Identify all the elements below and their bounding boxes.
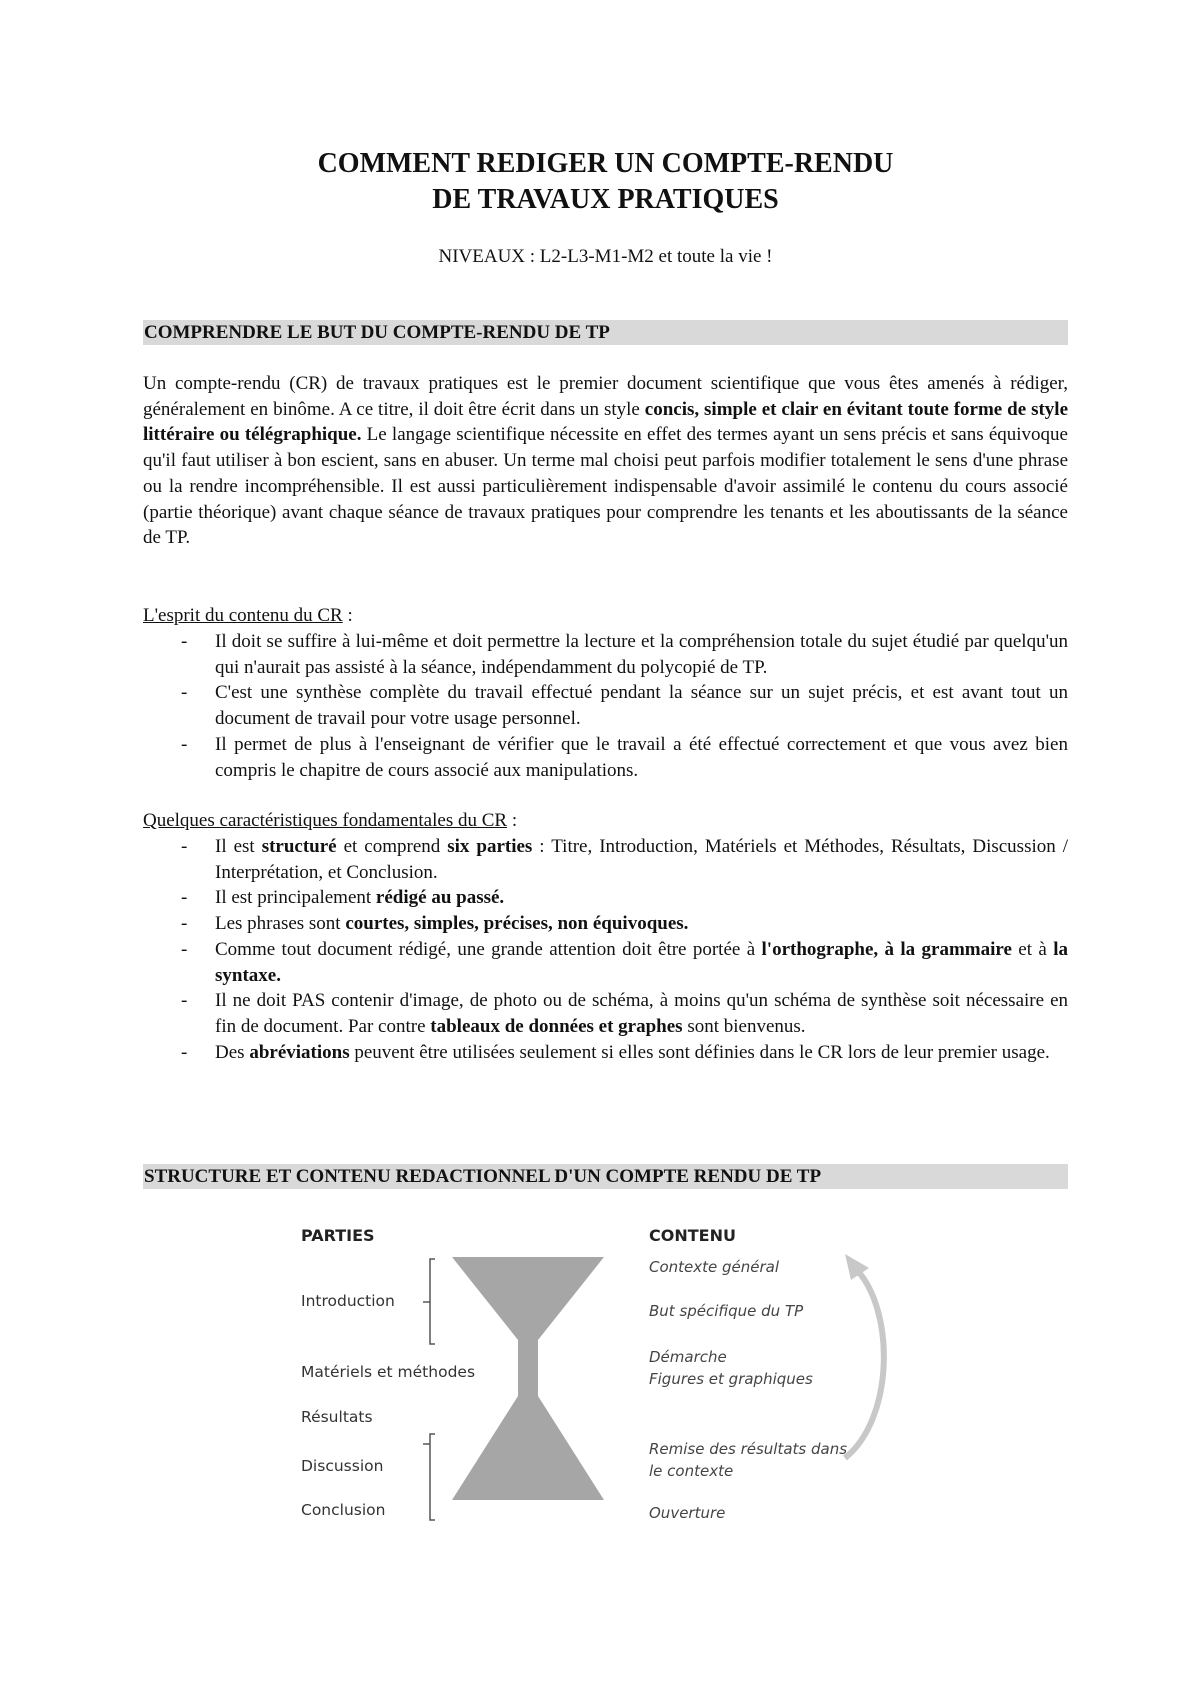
carac-2-b: rédigé au passé. — [375, 887, 505, 909]
niveaux-line: NIVEAUX : L2-L3-M1-M2 et toute la vie ! — [438, 246, 773, 267]
esprit-heading-text: L'esprit du contenu du CR — [143, 605, 343, 626]
carac-heading-colon: : — [507, 810, 518, 831]
carac-4-b: l'orthographe, à la grammaire — [761, 938, 1012, 960]
carac-4-d: la syntaxe. — [215, 938, 1068, 986]
carac-2-a: Il est principalement — [215, 887, 376, 909]
carac-1-e: : Titre, Introduction, Matériels et Méthodes, Résultats, Discussion / Interprétation, et Conclusion. — [215, 836, 1068, 883]
carac-item-3 — [143, 911, 1068, 937]
contenu-demarche: Démarche — [649, 1348, 727, 1366]
structure-diagram — [285, 1218, 915, 1528]
carac-item-4 — [143, 937, 1068, 988]
contenu-but: But spécifique du TP — [649, 1302, 804, 1320]
document-title — [143, 146, 1068, 218]
contenu-remise: Remise des résultats dans — [649, 1440, 848, 1458]
esprit-heading-colon: : — [342, 605, 353, 626]
contenu-ouverture: Ouverture — [649, 1504, 726, 1522]
carac-3-a: Les phrases sont — [215, 913, 346, 935]
bracket-introduction — [430, 1259, 435, 1344]
title-line-2: DE TRAVAUX PRATIQUES — [432, 184, 779, 215]
partie-materiels: Matériels et méthodes — [301, 1363, 476, 1381]
carac-6-c: peuvent être utilisées seulement si elles sont définies dans le CR lors de leur premier usage. — [349, 1041, 1050, 1063]
carac-item-6 — [143, 1040, 1068, 1066]
carac-1-c: et comprend — [336, 836, 448, 857]
intro-bold: concis, simple et clair en évitant toute forme de style littéraire ou télégraphique. — [143, 398, 1068, 446]
esprit-list — [143, 629, 1068, 783]
carac-4-a: Comme tout document rédigé, une grande attention doit être portée à — [215, 938, 762, 960]
intro-text-2: Le langage scientifique nécessite en effet des termes ayant un sens précis et sans équivoque qu'il faut utiliser à bon escient, sans en abuser. Un terme mal choisi peut parfois modifier totalement le sens d'une phrase ou la rendre incompréhensible. Il est aussi particulièrement indispensable d'avoir assimilé le contenu du cours associé (partie théorique) avant chaque séance de travaux pratiques pour comprendre les tenants et les aboutissants de la séance de TP. — [143, 424, 1068, 549]
contenu-figures: Figures et graphiques — [649, 1370, 813, 1388]
carac-5-c: sont bienvenus. — [682, 1015, 806, 1037]
esprit-item-1: - Il doit se suffire à lui-même et doit permettre la lecture et la compréhension totale du sujet étudié par quelqu'un qui n'aurait pas assisté à la séance, indépendamment du polycopié de TP. — [143, 629, 1068, 680]
contenu-contexte: Contexte général — [649, 1258, 780, 1276]
curved-arrow — [845, 1268, 884, 1458]
partie-introduction: Introduction — [301, 1292, 395, 1310]
section-heading-structure: STRUCTURE ET CONTENU REDACTIONNEL D'UN COMPTE RENDU DE TP — [143, 1164, 1068, 1189]
carac-item-5 — [143, 988, 1068, 1039]
carac-3-b: courtes, simples, précises, non équivoques. — [345, 913, 689, 935]
intro-paragraph — [143, 371, 1068, 551]
section-heading-but: COMPRENDRE LE BUT DU COMPTE-RENDU DE TP — [143, 320, 1068, 345]
esprit-item-3: - Il permet de plus à l'enseignant de vérifier que le travail a été effectué correctement et que vous avez bien compris le chapitre de cours associé aux manipulations. — [143, 732, 1068, 783]
carac-5-a: Il ne doit PAS contenir d'image, de photo ou de schéma, à moins qu'un schéma de synthèse soit nécessaire en fin de document. Par contre — [215, 990, 1068, 1037]
parties-header: PARTIES — [301, 1226, 375, 1245]
partie-discussion: Discussion — [301, 1457, 384, 1475]
esprit-item-2: - C'est une synthèse complète du travail effectué pendant la séance sur un sujet précis, et est avant tout un document de travail pour votre usage personnel. — [143, 680, 1068, 731]
intro-text-1: Un compte-rendu (CR) de travaux pratiques est le premier document scientifique que vous êtes amenés à rédiger, généralement en binôme. A ce titre, il doit être écrit dans un style — [143, 373, 1068, 420]
carac-6-b: abréviations — [249, 1041, 350, 1063]
carac-item-2 — [143, 885, 1068, 911]
esprit-heading — [143, 603, 353, 628]
carac-item-1 — [143, 834, 1068, 885]
carac-1-a: Il est — [215, 836, 262, 857]
carac-heading-text: Quelques caractéristiques fondamentales du CR — [143, 810, 508, 831]
title-line-1: COMMENT REDIGER UN COMPTE-RENDU — [317, 148, 894, 179]
carac-heading — [143, 808, 517, 833]
carac-6-a: Des — [215, 1041, 250, 1063]
carac-4-c: et à — [1011, 938, 1054, 960]
carac-1-d: six parties — [447, 836, 533, 857]
carac-5-b: tableaux de données et graphes — [430, 1015, 683, 1037]
carac-list — [143, 834, 1068, 1065]
contenu-contexte-2: le contexte — [649, 1462, 734, 1480]
partie-conclusion: Conclusion — [301, 1501, 386, 1519]
bracket-discussion — [430, 1434, 435, 1520]
carac-1-b: structuré — [261, 836, 337, 857]
contenu-header: CONTENU — [649, 1226, 736, 1245]
partie-resultats: Résultats — [301, 1408, 373, 1426]
